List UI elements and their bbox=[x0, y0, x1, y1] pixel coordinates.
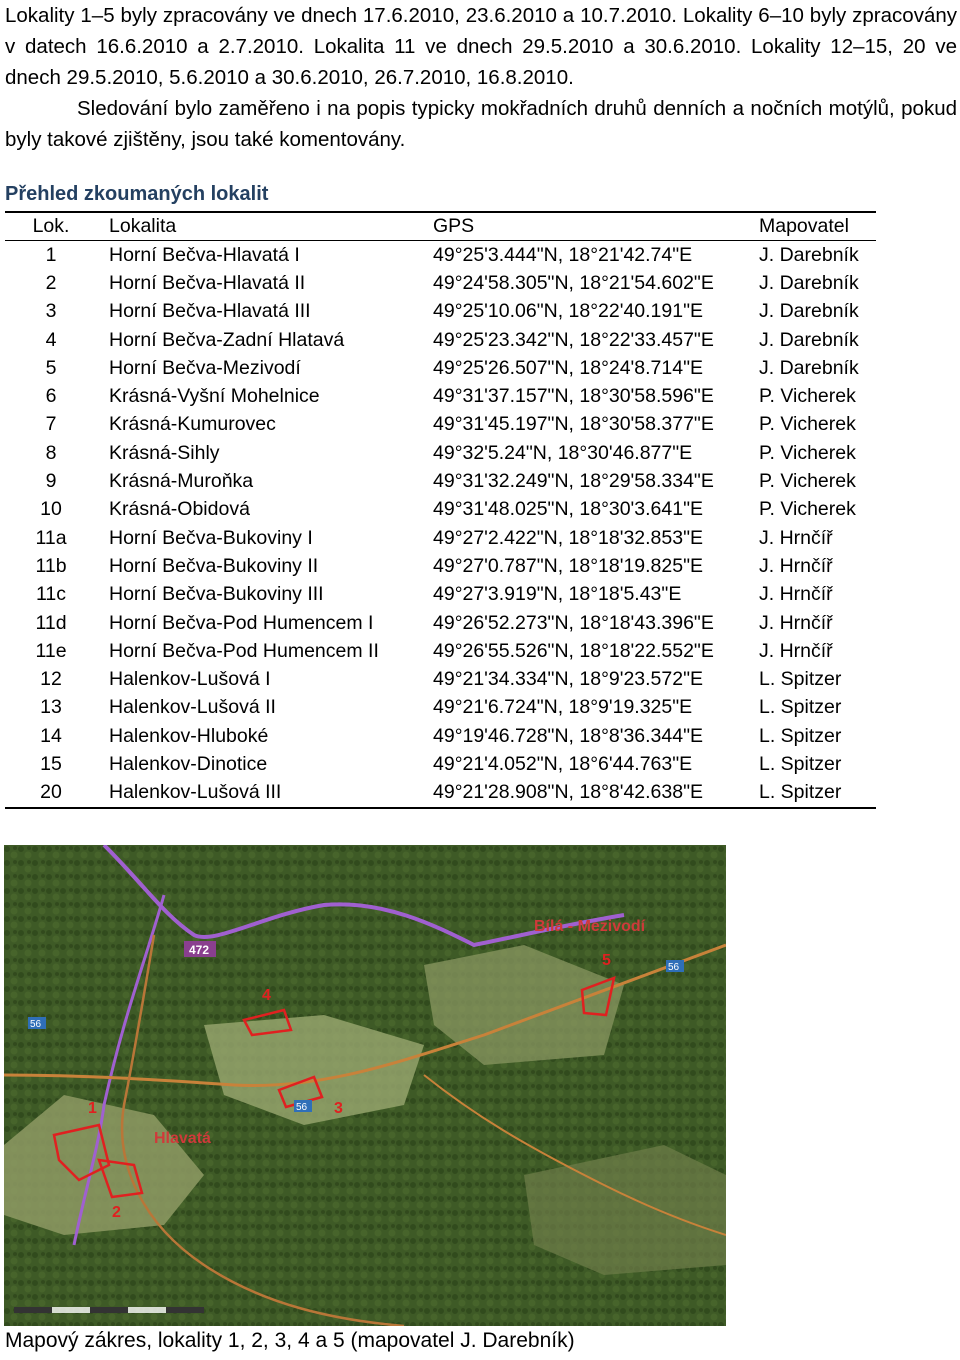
cell-lokalita: Horní Bečva-Bukoviny III bbox=[109, 583, 324, 606]
cell-gps: 49°31'48.025"N, 18°30'3.641"E bbox=[433, 498, 704, 521]
table-row bbox=[5, 524, 876, 552]
cell-lokalita: Halenkov-Lušová I bbox=[109, 668, 271, 691]
cell-gps: 49°21'34.334"N, 18°9'23.572"E bbox=[433, 668, 704, 691]
cell-lokalita: Horní Bečva-Pod Humencem I bbox=[109, 611, 374, 634]
table-row bbox=[5, 411, 876, 439]
section-heading: Přehled zkoumaných lokalit bbox=[5, 183, 269, 205]
cell-gps: 49°27'3.919"N, 18°18'5.43"E bbox=[433, 583, 682, 606]
cell-lokalita: Horní Bečva-Hlavatá III bbox=[109, 300, 311, 323]
locality-number-4: 4 bbox=[262, 987, 271, 1004]
table-row bbox=[5, 779, 876, 808]
cell-lok: 11e bbox=[35, 639, 67, 662]
cell-lok: 5 bbox=[45, 356, 57, 379]
cell-lok: 15 bbox=[40, 752, 62, 775]
cell-lokalita: Krásná-Kumurovec bbox=[109, 413, 276, 436]
map-image bbox=[4, 845, 726, 1326]
cell-mapovatel: P. Vicherek bbox=[759, 413, 856, 436]
table-row bbox=[5, 750, 876, 778]
header-gps: GPS bbox=[425, 212, 753, 241]
cell-mapovatel: L. Spitzer bbox=[753, 779, 876, 808]
table-row bbox=[5, 326, 876, 354]
cell-lokalita: Halenkov-Lušová III bbox=[97, 779, 425, 808]
intro-paragraph-focus: Sledování bylo zaměřeno i na popis typicky mokřadních druhů denních a nočních motýlů, pokud byly takové zjištěny, jsou také komentovány. bbox=[5, 97, 957, 151]
cell-gps: 49°31'32.249"N, 18°29'58.334"E bbox=[433, 470, 714, 493]
locality-number-2: 2 bbox=[112, 1204, 121, 1221]
cell-gps: 49°25'10.06"N, 18°22'40.191"E bbox=[433, 300, 704, 323]
table-row bbox=[5, 496, 876, 524]
cell-mapovatel: J. Hrnčíř bbox=[759, 583, 833, 606]
village-label-hlavata: Hlavatá bbox=[154, 1130, 211, 1147]
cell-gps: 49°25'26.507"N, 18°24'8.714"E bbox=[433, 356, 704, 379]
cell-gps: 49°25'23.342"N, 18°22'33.457"E bbox=[433, 328, 714, 351]
cell-lok: 11b bbox=[35, 554, 67, 577]
cell-mapovatel: P. Vicherek bbox=[759, 385, 856, 408]
cell-lokalita: Krásná-Vyšní Mohelnice bbox=[109, 385, 320, 408]
village-label-mezivodi: Bílá - Mezivodí bbox=[534, 918, 646, 935]
intro-text bbox=[5, 0, 957, 155]
cell-mapovatel: L. Spitzer bbox=[759, 752, 842, 775]
cell-mapovatel: J. Darebník bbox=[759, 243, 859, 266]
cell-gps: 49°32'5.24"N, 18°30'46.877"E bbox=[433, 441, 693, 464]
cell-gps: 49°21'28.908"N, 18°8'42.638"E bbox=[425, 779, 753, 808]
cell-mapovatel: J. Darebník bbox=[759, 300, 859, 323]
cell-lokalita: Horní Bečva-Bukoviny II bbox=[109, 554, 319, 577]
header-mapovatel: Mapovatel bbox=[753, 212, 876, 241]
satellite-map bbox=[4, 845, 726, 1326]
cell-lokalita: Horní Bečva-Bukoviny I bbox=[109, 526, 313, 549]
cell-lok: 2 bbox=[45, 271, 57, 294]
table-row bbox=[5, 382, 876, 410]
cell-lokalita: Halenkov-Hluboké bbox=[109, 724, 269, 747]
cell-lok: 12 bbox=[40, 668, 62, 691]
table-row bbox=[5, 354, 876, 382]
header-lok: Lok. bbox=[5, 212, 97, 241]
locality-number-5: 5 bbox=[602, 952, 611, 969]
table-row bbox=[5, 665, 876, 693]
cell-lokalita: Halenkov-Lušová II bbox=[109, 696, 276, 719]
cell-gps: 49°24'58.305"N, 18°21'54.602"E bbox=[433, 271, 714, 294]
table-row bbox=[5, 241, 876, 270]
cell-lok: 11d bbox=[35, 611, 67, 634]
cell-mapovatel: J. Hrnčíř bbox=[759, 639, 833, 662]
cell-gps: 49°25'3.444"N, 18°21'42.74"E bbox=[433, 243, 693, 266]
cell-lokalita: Halenkov-Dinotice bbox=[109, 752, 268, 775]
cell-lok: 6 bbox=[45, 385, 57, 408]
cell-mapovatel: L. Spitzer bbox=[759, 696, 842, 719]
localities-table bbox=[5, 211, 876, 809]
cell-mapovatel: J. Darebník bbox=[759, 328, 859, 351]
table-row bbox=[5, 722, 876, 750]
table-row bbox=[5, 298, 876, 326]
road-472-label: 472 bbox=[189, 943, 210, 957]
cell-lok: 4 bbox=[45, 328, 57, 351]
table-header-row bbox=[5, 212, 876, 241]
cell-mapovatel: J. Hrnčíř bbox=[759, 611, 833, 634]
table-row bbox=[5, 552, 876, 580]
cell-lokalita: Krásná-Muroňka bbox=[109, 470, 254, 493]
table-row bbox=[5, 439, 876, 467]
road-badge-central-label: 56 bbox=[296, 1102, 308, 1113]
cell-gps: 49°21'4.052"N, 18°6'44.763"E bbox=[433, 752, 693, 775]
table-body bbox=[5, 241, 876, 808]
cell-lok: 7 bbox=[45, 413, 57, 436]
cell-lok: 1 bbox=[45, 243, 57, 266]
map-caption: Mapový zákres, lokality 1, 2, 3, 4 a 5 (mapovatel J. Darebník) bbox=[5, 1329, 575, 1352]
cell-gps: 49°21'6.724"N, 18°9'19.325"E bbox=[433, 696, 693, 719]
table-row bbox=[5, 581, 876, 609]
cell-lok: 13 bbox=[40, 696, 62, 719]
intro-paragraph-dates: Lokality 1–5 byly zpracovány ve dnech 17.6.2010, 23.6.2010 a 10.7.2010. Lokality 6–10 byly zpracovány v datech 16.6.2010 a 2.7.2010. Lokalita 11 ve dnech 29.5.2010 a 30.6.2010. Lokality 12–15, 20 ve dnech 29.5.2010, 5.6.2010 a 30.6.2010, 26.7.2010, 16.8.2010. bbox=[5, 4, 957, 89]
cell-mapovatel: J. Hrnčíř bbox=[759, 554, 833, 577]
cell-lok: 3 bbox=[45, 300, 57, 323]
cell-lok: 11c bbox=[36, 583, 66, 606]
cell-lokalita: Horní Bečva-Hlavatá I bbox=[109, 243, 300, 266]
scale-bar bbox=[14, 1307, 204, 1313]
cell-lokalita: Horní Bečva-Hlavatá II bbox=[109, 271, 306, 294]
cell-lok: 9 bbox=[45, 470, 57, 493]
cell-lok: 14 bbox=[40, 724, 62, 747]
cell-mapovatel: J. Hrnčíř bbox=[759, 526, 833, 549]
cell-lokalita: Krásná-Obidová bbox=[109, 498, 250, 521]
cell-gps: 49°27'0.787"N, 18°18'19.825"E bbox=[433, 554, 704, 577]
cell-gps: 49°31'45.197"N, 18°30'58.377"E bbox=[433, 413, 714, 436]
cell-gps: 49°26'52.273"N, 18°18'43.396"E bbox=[433, 611, 714, 634]
cell-lokalita: Krásná-Sihly bbox=[109, 441, 220, 464]
cell-mapovatel: P. Vicherek bbox=[759, 470, 856, 493]
cell-mapovatel: L. Spitzer bbox=[759, 668, 842, 691]
table-row bbox=[5, 609, 876, 637]
cell-lok: 20 bbox=[5, 779, 97, 808]
cell-lokalita: Horní Bečva-Pod Humencem II bbox=[109, 639, 379, 662]
cell-mapovatel: L. Spitzer bbox=[759, 724, 842, 747]
cell-gps: 49°26'55.526"N, 18°18'22.552"E bbox=[433, 639, 714, 662]
table-row bbox=[5, 467, 876, 495]
locality-number-3: 3 bbox=[334, 1100, 343, 1117]
cell-lok: 8 bbox=[45, 441, 57, 464]
cell-lokalita: Horní Bečva-Mezivodí bbox=[109, 356, 301, 379]
cell-lok: 11a bbox=[35, 526, 67, 549]
table-row bbox=[5, 637, 876, 665]
cell-lok: 10 bbox=[40, 498, 62, 521]
table-row bbox=[5, 694, 876, 722]
locality-number-1: 1 bbox=[88, 1100, 97, 1117]
header-lokalita: Lokalita bbox=[97, 212, 425, 241]
cell-mapovatel: P. Vicherek bbox=[759, 498, 856, 521]
cell-mapovatel: J. Darebník bbox=[759, 271, 859, 294]
cell-gps: 49°27'2.422"N, 18°18'32.853"E bbox=[433, 526, 704, 549]
road-badge-west-label: 56 bbox=[30, 1019, 42, 1030]
cell-lokalita: Horní Bečva-Zadní Hlatavá bbox=[109, 328, 345, 351]
cell-mapovatel: J. Darebník bbox=[759, 356, 859, 379]
cell-mapovatel: P. Vicherek bbox=[759, 441, 856, 464]
road-badge-east-label: 56 bbox=[668, 962, 680, 973]
cell-gps: 49°19'46.728"N, 18°8'36.344"E bbox=[433, 724, 704, 747]
table-row bbox=[5, 269, 876, 297]
cell-gps: 49°31'37.157"N, 18°30'58.596"E bbox=[433, 385, 714, 408]
